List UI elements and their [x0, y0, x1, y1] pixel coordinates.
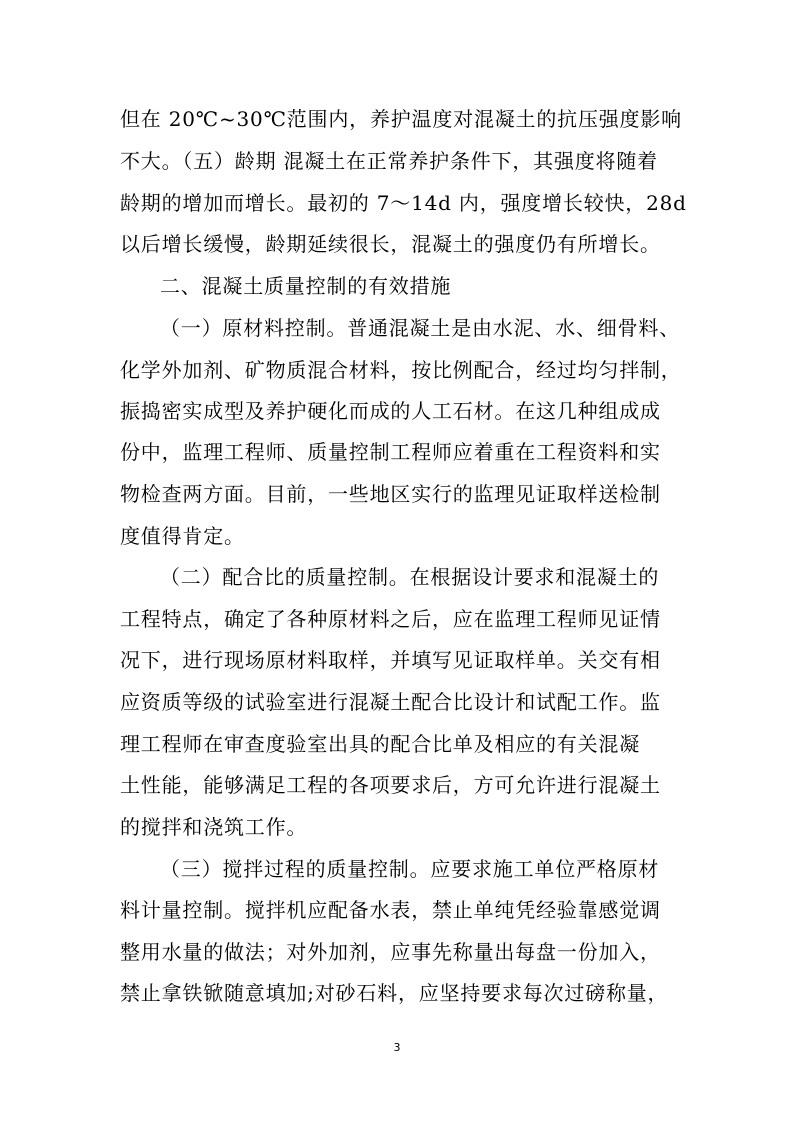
text-line-3: 龄期的增加而增长。最初的 7～14d 内，强度增长较快，28d	[120, 191, 687, 215]
text-line-8: 振捣密实成型及养护硬化而成的人工石材。在这几种组成成	[120, 399, 661, 423]
text-line-15: 应资质等级的试验室进行混凝土配合比设计和试配工作。监	[120, 690, 661, 714]
text-line-9: 份中，监理工程师、质量控制工程师应着重在工程资料和实	[120, 440, 661, 464]
text-line-12: （二）配合比的质量控制。在根据设计要求和混凝土的	[160, 565, 660, 589]
text-line-14: 况下，进行现场原材料取样，并填写见证取样单。关交有相	[120, 648, 661, 672]
text-line-10: 物检查两方面。目前，一些地区实行的监理见证取样送检制	[120, 482, 661, 506]
text-line-6: （一）原材料控制。普通混凝土是由水泥、水、细骨料、	[160, 316, 680, 340]
text-line-11: 度值得肯定。	[120, 524, 245, 548]
text-line-16: 理工程师在审查度验室出具的配合比单及相应的有关混凝	[120, 732, 640, 756]
text-line-18: 的搅拌和浇筑工作。	[120, 815, 308, 839]
text-line-19: （三）搅拌过程的质量控制。应要求施工单位严格原材	[160, 857, 660, 881]
page-number: 3	[393, 1041, 401, 1054]
section-heading: 二、混凝土质量控制的有效措施	[160, 274, 452, 298]
text-line-21: 整用水量的做法；对外加剂，应事先称量出每盘一份加入，	[120, 940, 661, 964]
text-line-1: 但在 20℃~30℃范围内，养护温度对混凝土的抗压强度影响	[120, 107, 682, 131]
text-line-4: 以后增长缓慢，龄期延续很长，混凝土的强度仍有所增长。	[120, 232, 661, 256]
text-line-17: 土性能，能够满足工程的各项要求后，方可允许进行混凝土	[120, 773, 661, 797]
text-line-7: 化学外加剂、矿物质混合材料，按比例配合，经过均匀拌制，	[120, 358, 682, 382]
text-line-13: 工程特点，确定了各种原材料之后，应在监理工程师见证情	[120, 607, 661, 631]
text-line-20: 料计量控制。搅拌机应配备水表，禁止单纯凭经验靠感觉调	[120, 898, 661, 922]
text-line-22: 禁止拿铁锨随意填加;对砂石料，应坚持要求每次过磅称量，	[120, 981, 669, 1005]
text-line-2: 不大。（五）龄期 混凝土在正常养护条件下，其强度将随着	[120, 149, 658, 173]
